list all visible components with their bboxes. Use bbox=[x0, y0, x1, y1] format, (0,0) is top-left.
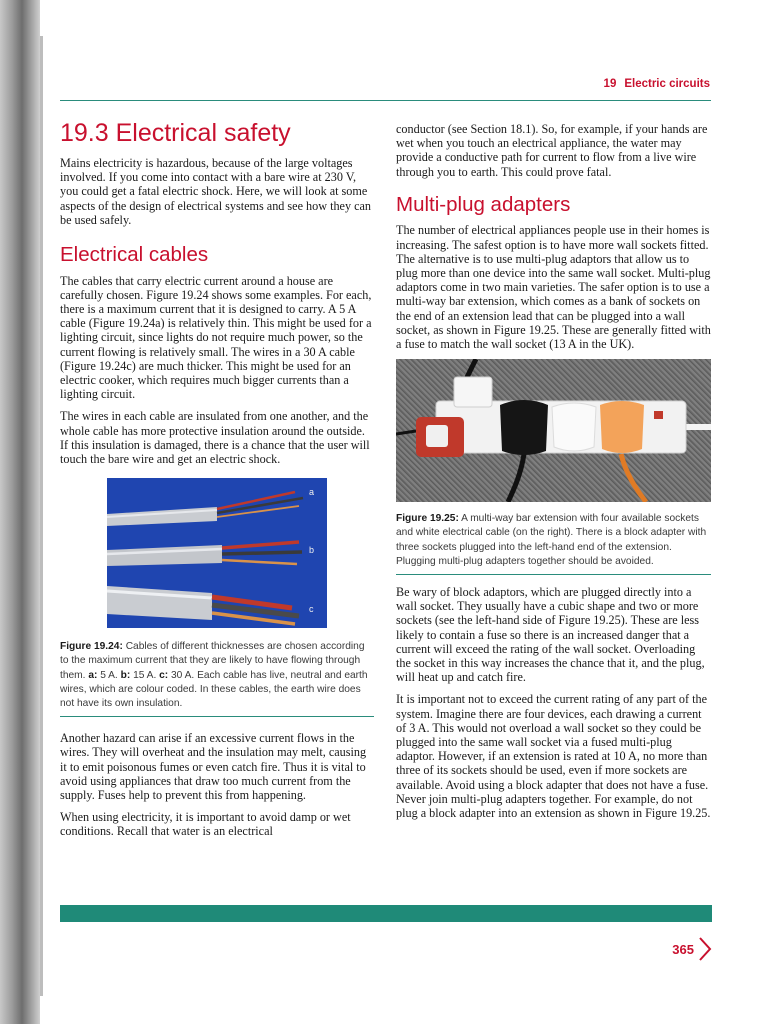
page-number: 365 bbox=[672, 942, 694, 957]
caption-tail: Each cable has live, neutral and earth wires, which are colour coded. In these cables, the earth wire does not have its own insulation. bbox=[60, 669, 368, 710]
hazard-paragraph: Another hazard can arise if an excessive current flows in the wires. They will overheat and the insulation may melt, causing it to emit poisonous fumes or even catch fire. Thus it is vital to avoid using appliances that draw too much current from the supply. Fuses help to prevent this from happening. bbox=[60, 731, 367, 803]
cables-paragraph-1: The cables that carry electric current around a house are carefully chosen. Figure 19.24 shows some examples. For each, there is a maximum current that it is designed to carry. A 5 A cable (Figure 19.24a) is relatively thin. This might be used for a lighting circuit, since lights do not require much power, so the current flowing is relatively small. The wires in a 30 A cable (Figure 19.24c) are much thicker. This might be used for an electric cooker, which requires much bigger currents than a lighting circuit. bbox=[60, 273, 372, 402]
cables-illustration bbox=[107, 478, 327, 628]
caption-text: A multi-way bar extension with four available sockets and white electrical cable (on the right). There is a block adapter with three sockets plugged into the left-hand end of the extension. Plugging multi-plug adapters together should be avoided. bbox=[396, 513, 707, 567]
figure-19-24-caption bbox=[60, 640, 374, 711]
caption-b-value: 15 A. bbox=[130, 669, 160, 681]
multi-plug-heading: Multi-plug adapters bbox=[396, 192, 571, 216]
caption-a-label: a: bbox=[88, 669, 98, 681]
intro-paragraph: Mains electricity is hazardous, because of the large voltages involved. If you come into contact with a bare wire at 230 V, you could get a fatal electric shock. Here, we will look at some aspects of the design of electrical systems and see how they can be used safely. bbox=[60, 156, 372, 227]
cables-paragraph-2: The wires in each cable are insulated from one another, and the whole cable has more protective insulation around the outside. If this insulation is damaged, there is a chance that the user will touch the bare wire and get an electric shock. bbox=[60, 409, 370, 467]
right-column bbox=[396, 122, 711, 828]
chapter-number: 19 bbox=[603, 78, 617, 90]
left-column bbox=[60, 118, 374, 847]
running-head bbox=[604, 78, 710, 90]
footer-band bbox=[60, 905, 712, 922]
figure-19-25-caption bbox=[396, 512, 711, 569]
caption-a-value: 5 A. bbox=[97, 669, 121, 681]
page-edge-shadow bbox=[40, 36, 43, 996]
next-page-chevron-icon bbox=[698, 936, 712, 962]
book-spine-shadow bbox=[0, 0, 40, 1024]
electrical-cables-heading: Electrical cables bbox=[60, 243, 209, 267]
current-rating-paragraph: It is important not to exceed the current rating of any part of the system. Imagine there are four devices, each drawing a current of 3 A. This would not overload a wall socket so they could be plugged into the same wall socket via a fused multi-plug adaptor. However, if an extension is rated at 10 A, no more than three of its sockets should be used, even if more sockets are available. Avoid using a block adapter that does not have a fuse. Never join multi-plug adapters together. For example, do not plug a block adapter into an extension as shown in Figure 19.25. bbox=[396, 692, 711, 821]
caption-b-label: b: bbox=[120, 669, 131, 681]
caption-label: Figure 19.25: bbox=[396, 513, 459, 525]
header-rule bbox=[60, 100, 711, 101]
caption-c-value: 30 A. bbox=[168, 669, 198, 681]
continuation-paragraph: conductor (see Section 18.1). So, for example, if your hands are wet when you touch an electrical appliance, the water may provide a conductive path for current to flow from a live wire through you to earth. This could prove fatal. bbox=[396, 122, 708, 179]
caption-c-label: c: bbox=[159, 669, 169, 681]
caption-rule bbox=[60, 716, 374, 717]
caption-rule bbox=[396, 574, 711, 575]
figure-label-b: b bbox=[309, 545, 315, 556]
block-adaptors-paragraph: Be wary of block adaptors, which are plugged directly into a wall socket. They usually have a cubic shape and two or more sockets (see the left-hand side of Figure 19.25). These are less likely to contain a fuse so there is an increased danger that a current will exceed the rating of the wall socket. Overloading the socket in this way increases the chance that it, and the plug, will heat up and catch fire. bbox=[396, 585, 705, 685]
section-title: 19.3 Electrical safety bbox=[60, 119, 291, 147]
extension-bar-illustration bbox=[396, 359, 711, 502]
multiplug-paragraph: The number of electrical appliances people use in their homes is increasing. The safest option is to have more wall sockets fitted. The alternative is to use multi-plug adaptors that allow us to plug more than one device into the same wall socket. Multi-plug adaptors come in two main varieties. The safer option is to use a multi-way bar extension, which comes as a bank of sockets on the end of an extension lead that can be plugged into a wall socket, as shown in Figure 19.25. These are generally fitted with a fuse to match the wall socket (13 A in the UK). bbox=[396, 223, 711, 352]
caption-text: Cables of different thicknesses are chosen according to the maximum current that they are likely to have flowing through them. bbox=[60, 641, 365, 681]
figure-label-a: a bbox=[309, 487, 315, 498]
cables-figure-image bbox=[107, 478, 327, 628]
damp-paragraph: When using electricity, it is important to avoid damp or wet conditions. Recall that water is an electrical bbox=[60, 810, 351, 839]
page-top-margin bbox=[40, 0, 768, 38]
extension-bar-photo bbox=[396, 359, 711, 502]
caption-label: Figure 19.24: bbox=[60, 641, 123, 653]
figure-label-c: c bbox=[309, 604, 314, 615]
chapter-title: Electric circuits bbox=[624, 78, 710, 90]
